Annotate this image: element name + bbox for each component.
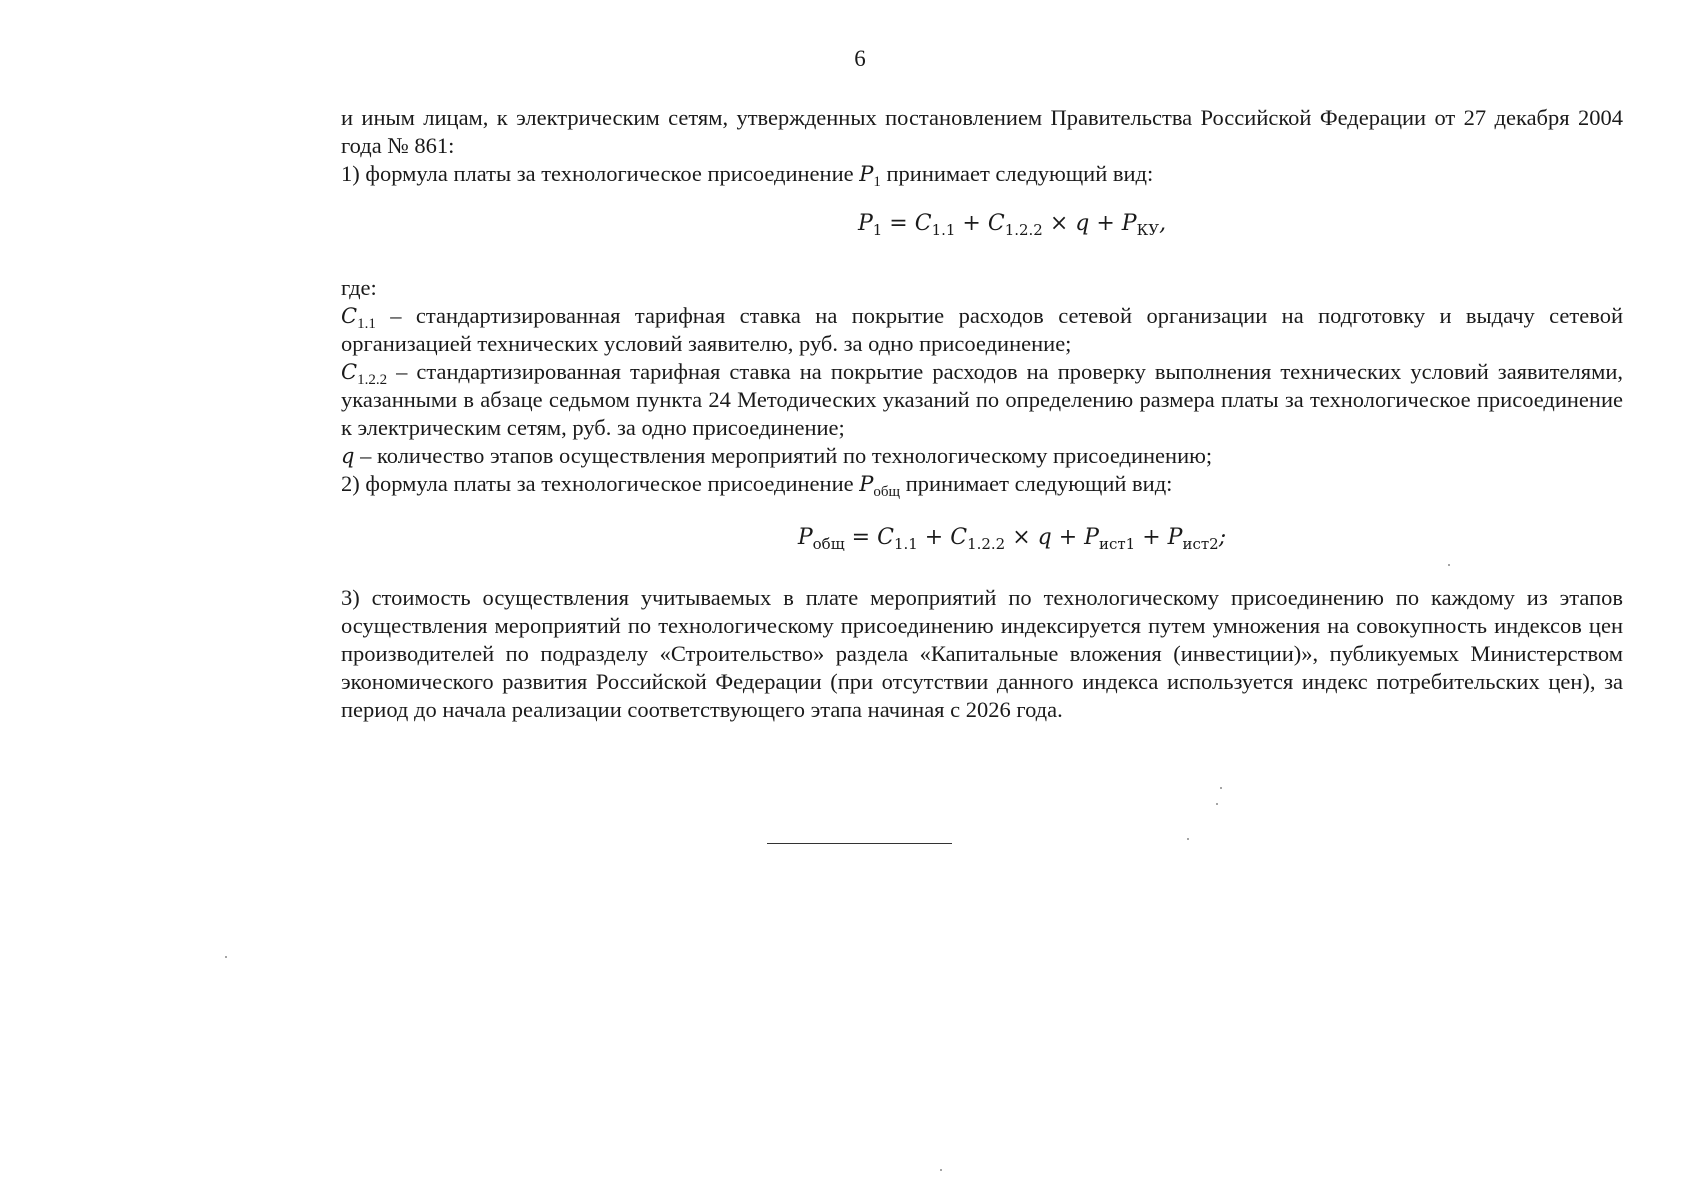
formula-1-term-3-sub: КУ xyxy=(1136,221,1160,239)
formula-1 xyxy=(341,210,1623,238)
formula-1-term-1: C xyxy=(914,211,932,236)
scan-speck xyxy=(940,1169,942,1171)
formula-2-term-2-sub: 1.2.2 xyxy=(967,535,1006,553)
item-1-text-before: 1) формула платы за технологическое присоединение xyxy=(341,161,860,186)
formula-2-term-2: C xyxy=(950,525,968,550)
item-2-variable: P xyxy=(859,472,874,496)
end-of-document-rule xyxy=(767,843,952,844)
item-2-text-after: принимает следующий вид: xyxy=(900,471,1173,496)
formula-1-end: , xyxy=(1159,211,1167,236)
item-2-text-before: 2) формула платы за технологическое присоединение xyxy=(341,471,860,496)
definition-c11 xyxy=(341,302,1623,358)
where-label: где: xyxy=(341,275,377,300)
item-2-paragraph xyxy=(341,470,1623,498)
formula-2-eq: = xyxy=(844,525,878,550)
formula-2-term-4: P xyxy=(1167,525,1183,550)
formula-2-lhs: P xyxy=(797,525,813,550)
formula-2-term-3: P xyxy=(1084,525,1099,550)
formula-2-end: ; xyxy=(1218,525,1227,550)
item-3-paragraph: 3) стоимость осуществления учитываемых в плате мероприятий по технологическому присоединению по каждому из этапов осуществления мероприятий по технологическому присоединению индексируется путем умножения на совокупность индексов цен производителей по подразделу «Строительство» раздела «Капитальные вложения (инвестиции)», публикуемых Министерством экономического развития Российской Федерации (при отсутствии данного индекса используется индекс потребительских цен), за период до начала реализации соответствующего этапа начиная с 2026 года. xyxy=(341,585,1623,722)
scan-speck xyxy=(1448,564,1450,566)
scan-speck xyxy=(1220,787,1222,789)
document-body xyxy=(341,104,1623,724)
item-1-variable: P xyxy=(859,162,874,186)
formula-1-term-1-sub: 1.1 xyxy=(931,221,956,239)
definition-c11-text: – стандартизированная тарифная ставка на покрытие расходов сетевой организации на подготовку и выдачу сетевой организацией технических условий заявителю, руб. за одно присоединение; xyxy=(341,303,1623,356)
definition-c11-symbol: C xyxy=(341,304,358,328)
definition-c122-symbol: C xyxy=(341,360,358,384)
formula-1-times: × xyxy=(1042,211,1076,236)
formula-1-term-2: C xyxy=(987,211,1005,236)
definition-q-symbol: q xyxy=(341,444,355,468)
formula-2-lhs-sub: общ xyxy=(812,535,845,553)
scan-speck xyxy=(225,956,227,958)
page-number: 6 xyxy=(854,46,866,71)
formula-2-times: × xyxy=(1005,525,1038,550)
formula-2-term-1: C xyxy=(877,525,894,550)
item-1-variable-subscript: 1 xyxy=(873,174,881,190)
definition-c122-subscript: 1.2.2 xyxy=(357,372,388,388)
item-1-text-after: принимает следующий вид: xyxy=(880,161,1154,186)
scan-speck xyxy=(1187,838,1189,840)
formula-1-eq: = xyxy=(882,211,915,236)
formula-1-lhs: P xyxy=(857,211,873,236)
definition-q xyxy=(341,442,1623,470)
formula-1-term-3: P xyxy=(1121,211,1137,236)
formula-2-plus-1: + xyxy=(917,525,951,550)
formula-1-plus-1: + xyxy=(955,211,988,236)
formula-2-plus-2: + xyxy=(1051,525,1085,550)
formula-2-term-4-sub: ист2 xyxy=(1182,535,1219,553)
formula-2-plus-3: + xyxy=(1135,525,1168,550)
item-1-paragraph xyxy=(341,160,1623,188)
scan-speck xyxy=(1216,803,1218,805)
formula-1-plus-2: + xyxy=(1089,211,1122,236)
formula-2-q: q xyxy=(1037,525,1052,550)
definition-c122-text: – стандартизированная тарифная ставка на покрытие расходов на проверку выполнения технических условий заявителями, указанными в абзаце седьмом пункта 24 Методических указаний по определению размера платы за технологическое присоединение к электрическим сетям, руб. за одно присоединение; xyxy=(341,359,1623,440)
formula-2-term-3-sub: ист1 xyxy=(1098,535,1136,553)
definition-c11-subscript: 1.1 xyxy=(357,316,376,332)
definition-q-text: – количество этапов осуществления мероприятий по технологическому присоединению; xyxy=(354,443,1213,468)
formula-1-term-2-sub: 1.2.2 xyxy=(1004,221,1043,239)
definition-c122 xyxy=(341,358,1623,442)
formula-1-lhs-sub: 1 xyxy=(872,221,883,239)
formula-2 xyxy=(341,524,1623,552)
item-2-variable-subscript: общ xyxy=(873,484,901,500)
formula-1-q: q xyxy=(1075,211,1090,236)
formula-2-term-1-sub: 1.1 xyxy=(893,535,918,553)
intro-paragraph: и иным лицам, к электрическим сетям, утвержденных постановлением Правительства Российской Федерации от 27 декабря 2004 года № 861: xyxy=(341,105,1623,158)
